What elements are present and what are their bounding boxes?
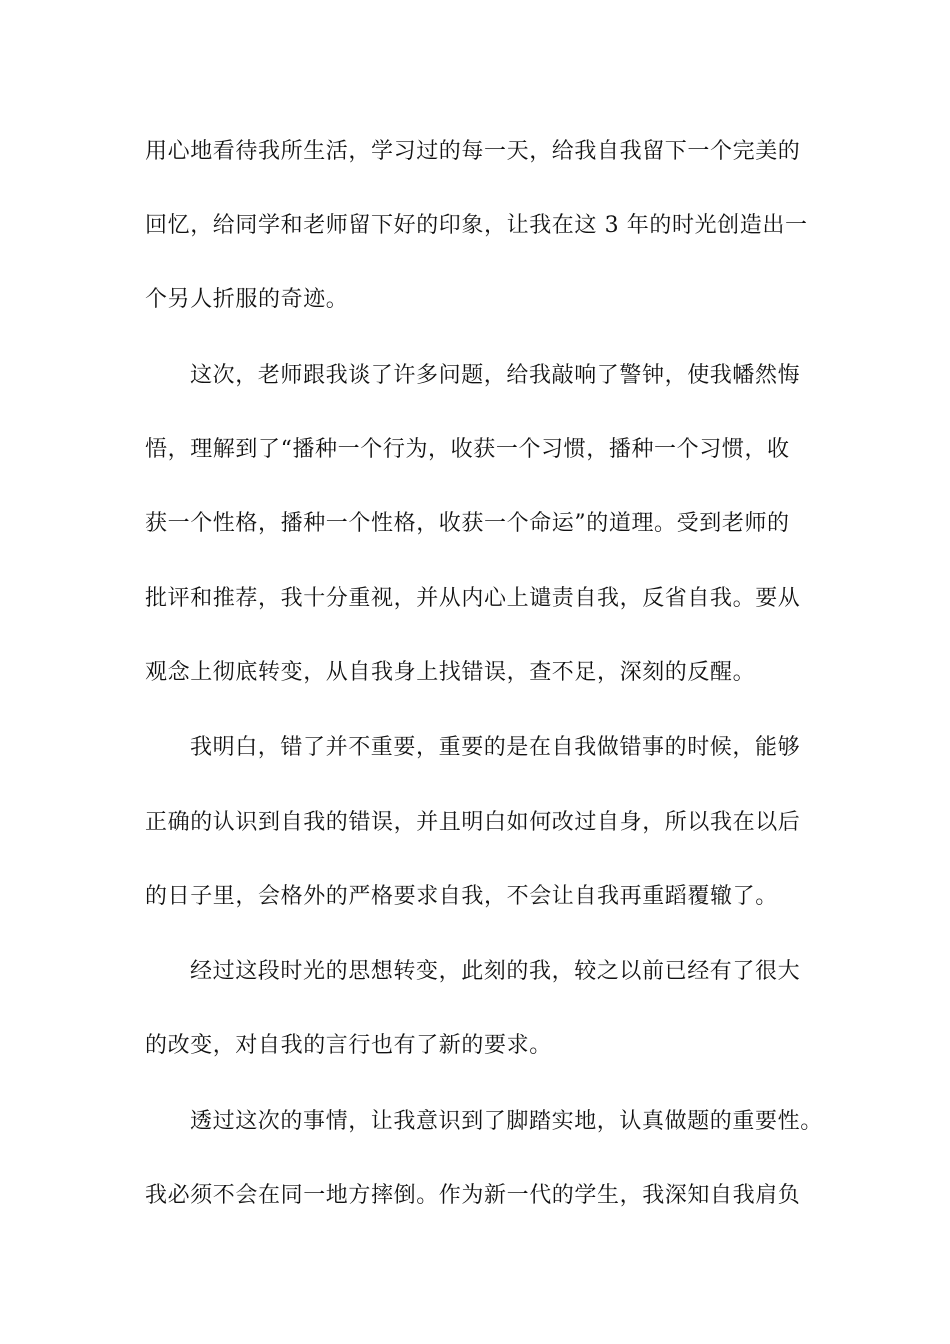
text-line: 用心地看待我所生活，学习过的每一天，给我自我留下一个完美的 <box>145 139 801 164</box>
text-line: 正确的认识到自我的错误，并且明白如何改过自身，所以我在以后 <box>145 810 801 835</box>
paragraph-first-line: 我明白，错了并不重要，重要的是在自我做错事的时候，能够 <box>190 735 801 760</box>
text-line: 回忆，给同学和老师留下好的印象，让我在这 3 年的时光创造出一 <box>145 213 808 238</box>
paragraph-first-line: 经过这段时光的思想转变，此刻的我，较之以前已经有了很大 <box>190 959 801 984</box>
text-line: 我必须不会在同一地方摔倒。作为新一代的学生，我深知自我肩负 <box>145 1183 801 1208</box>
text-line: 的日子里，会格外的严格要求自我，不会让自我再重蹈覆辙了。 <box>145 884 778 909</box>
text-line: 悟，理解到了“播种一个行为，收获一个习惯，播种一个习惯，收 <box>145 437 790 462</box>
text-line: 获一个性格，播种一个性格，收获一个命运”的道理。受到老师的 <box>145 511 790 536</box>
text-line: 的改变，对自我的言行也有了新的要求。 <box>145 1033 552 1058</box>
text-line: 批评和推荐，我十分重视，并从内心上谴责自我，反省自我。要从 <box>145 586 801 611</box>
text-line: 个另人折服的奇迹。 <box>145 287 349 312</box>
paragraph-first-line: 这次，老师跟我谈了许多问题，给我敲响了警钟，使我幡然悔 <box>190 363 801 388</box>
text-line: 观念上彻底转变，从自我身上找错误，查不足，深刻的反醒。 <box>145 660 756 685</box>
paragraph-first-line: 透过这次的事情，让我意识到了脚踏实地，认真做题的重要性。 <box>190 1109 823 1134</box>
